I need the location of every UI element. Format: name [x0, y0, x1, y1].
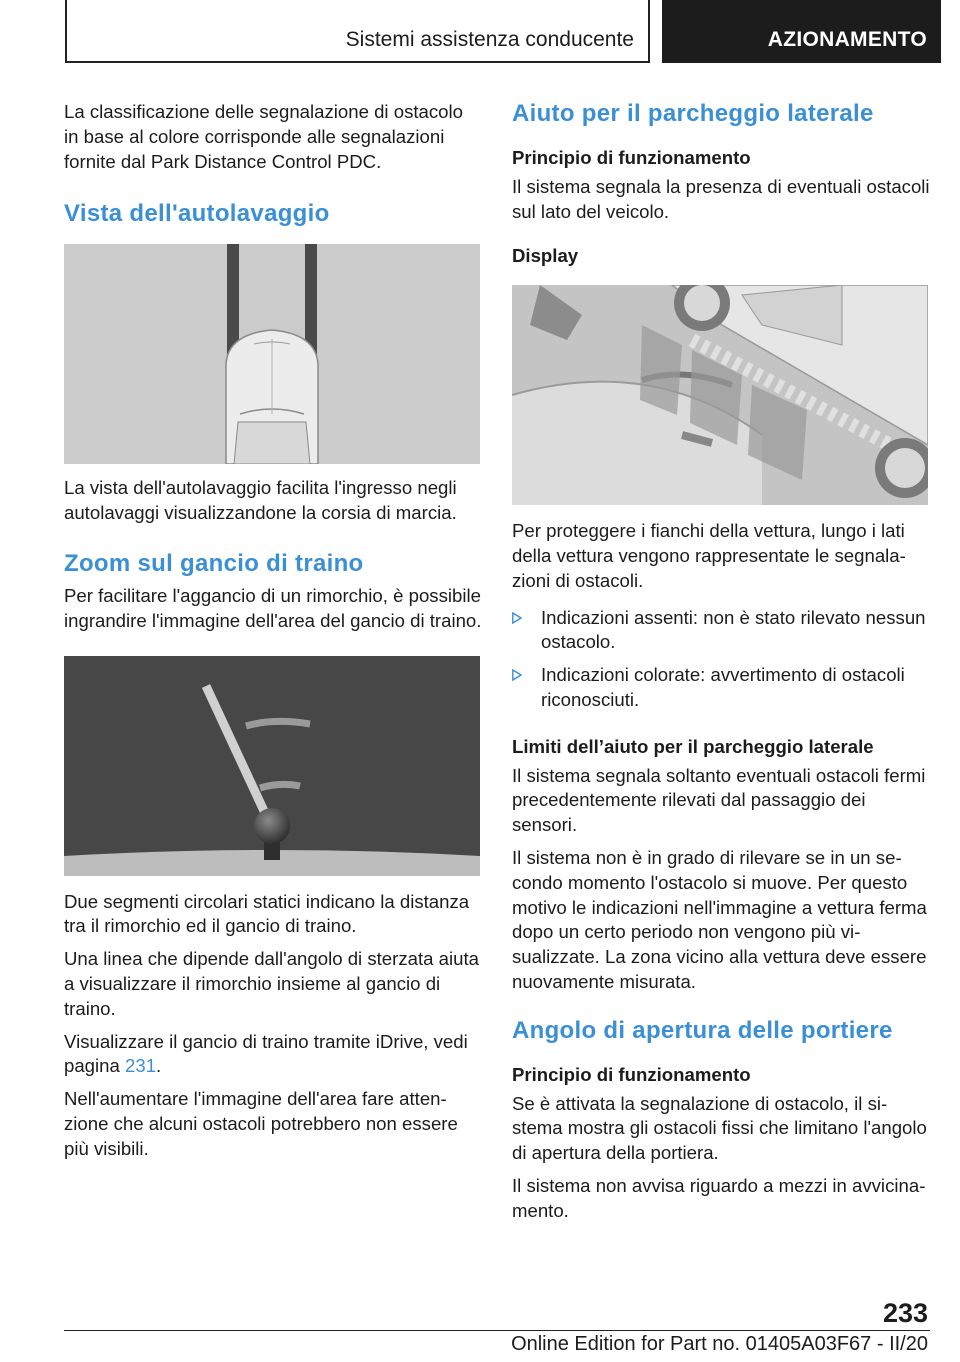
limits-text-2: Il sistema non è in grado di rilevare se in un secondo momento l'ostacolo si muove. Per questo motivo le indicazioni nell'immagine a vettura ferma dopo un certo periodo non vengono più visualizzate. La zona vicino alla vettura deve essere nuovamente misurata. [512, 846, 927, 992]
header-section-tab [65, 0, 650, 63]
hitch-text-1: Per facilitare l'aggancio di un rimorchio, è possibile ingrandire l'immagine dell'area del gancio di traino. [64, 584, 482, 631]
carwash-view-image [64, 244, 480, 464]
footer-edition: Online Edition for Part no. 01405A03F67 - II/20 [511, 1333, 928, 1355]
side-principle-heading: Principio di funzionamento [512, 147, 751, 168]
footer-divider [64, 1330, 930, 1331]
indicator-list [512, 606, 930, 713]
header-chapter-tab [662, 0, 941, 63]
hitch-text-3: Una linea che dipende dall'angolo di sterzata aiuta a visualizzare il rimorchio insieme al gancio di traino. [64, 948, 479, 1019]
hitch-text-5: Nell'aumentare l'immagine dell'area fare attenzione che alcuni ostacoli potrebbero non essere più visibili. [64, 1088, 458, 1159]
list-item: Indicazioni colorate: avvertimento di ostacoli riconosciuti. [512, 663, 930, 713]
side-principle-text: Il sistema segnala la presenza di eventuali ostacoli sul lato del veicolo. [512, 175, 930, 222]
hitch-heading: Zoom sul gancio di traino [64, 549, 364, 577]
limits-heading: Limiti dell’aiuto per il parcheggio laterale [512, 735, 874, 757]
triangle-bullet-icon [512, 612, 522, 624]
intro-paragraph: La classificazione delle segnalazione di ostacolo in base al colore corrisponde alle segnalazioni fornite dal Park Distance Control PDC. [64, 101, 463, 172]
hitch-text-2: Due segmenti circolari statici indicano la distanza tra il rimorchio ed il gancio di traino. [64, 890, 470, 937]
list-item: Indicazioni assenti: non è stato rilevato nessun ostacolo. [512, 606, 930, 656]
header-chapter-title: AZIONAMENTO [767, 28, 927, 51]
header-section-title: Sistemi assistenza conducente [345, 28, 634, 51]
left-column [64, 100, 482, 1170]
hitch-zoom-image [64, 656, 480, 876]
display-text: Per proteggere i fianchi della vettura, lungo i lati della vettura vengono rappresentate le segnalazioni di ostacoli. [512, 520, 906, 591]
door-principle-heading: Principio di funzionamento [512, 1063, 751, 1085]
right-column [512, 100, 930, 1232]
door-text-1: Se è attivata la segnalazione di ostacolo, il sistema mostra gli ostacoli fissi che limitano l'angolo di apertura della portiera. [512, 1092, 927, 1164]
page-link[interactable]: 231 [125, 1055, 157, 1077]
triangle-bullet-icon [512, 669, 522, 681]
door-text-2: Il sistema non avvisa riguardo a mezzi in avvicinamento. [512, 1174, 926, 1221]
door-angle-heading: Angolo di apertura delle portiere [512, 1016, 893, 1044]
limits-text-1: Il sistema segnala soltanto eventuali ostacoli fermi precedentemente rilevati dal passaggio dei sensori. [512, 764, 926, 836]
hitch-text-4: Visualizzare il gancio di traino tramite iDrive, vedi pagina 231. [64, 1030, 468, 1077]
side-parking-display-image [512, 285, 928, 505]
page-number: 233 [882, 1298, 928, 1328]
carwash-heading: Vista dell'autolavaggio [64, 200, 330, 228]
display-heading: Display [512, 245, 579, 267]
side-parking-heading: Aiuto per il parcheggio laterale [512, 100, 874, 127]
carwash-text: La vista dell'autolavaggio facilita l'ingresso negli autolavaggi visualizzandone la corsia di marcia. [64, 477, 457, 524]
